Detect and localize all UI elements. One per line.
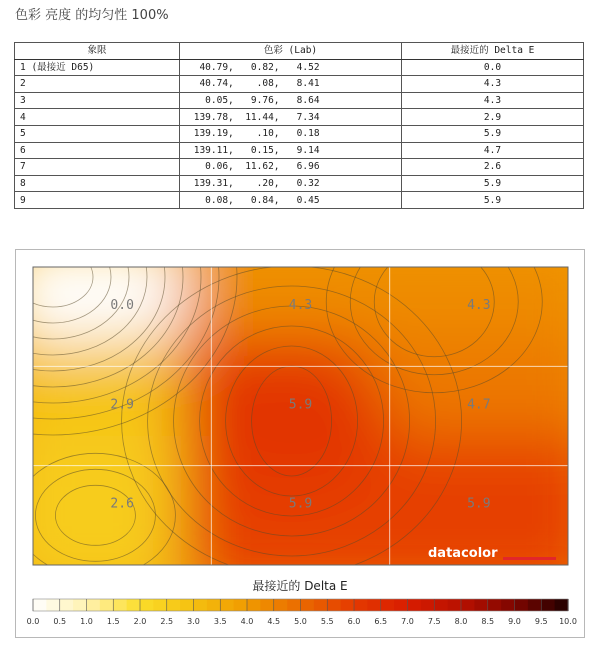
colorbar-segment <box>220 599 234 611</box>
cell-lab: 0.06, 11.62, 6.96 <box>180 159 402 176</box>
colorbar-tick-label: 0.5 <box>53 617 67 626</box>
colorbar-segment <box>448 599 462 611</box>
cell-delta-e: 4.3 <box>402 76 584 93</box>
colorbar-title: 最接近的 Delta E <box>252 579 348 593</box>
colorbar-segment <box>153 599 167 611</box>
heatmap-panel <box>15 249 585 638</box>
colorbar-segment <box>46 599 60 611</box>
colorbar-segment <box>434 599 448 611</box>
quadrant-label: 2.9 <box>110 397 134 413</box>
table-row <box>15 142 584 159</box>
colorbar-tick-label: 3.5 <box>213 617 227 626</box>
colorbar-segment <box>488 599 502 611</box>
cell-lab: 40.74, .08, 8.41 <box>180 76 402 93</box>
cell-lab: 0.05, 9.76, 8.64 <box>180 92 402 109</box>
colorbar-segment <box>461 599 475 611</box>
uniformity-table-wrap <box>14 42 584 209</box>
heat-cell <box>360 436 584 595</box>
colorbar-tick-label: 10.0 <box>559 617 577 626</box>
colorbar-segment <box>394 599 408 611</box>
colorbar-segment <box>234 599 248 611</box>
cell-lab: 139.78, 11.44, 7.34 <box>180 109 402 126</box>
colorbar-tick-label: 7.0 <box>401 617 414 626</box>
cell-quadrant: 9 <box>15 192 180 209</box>
page-title: 色彩 亮度 的均匀性 100% <box>15 8 169 23</box>
colorbar-segment <box>354 599 368 611</box>
colorbar-segment <box>127 599 141 611</box>
colorbar-tick-label: 7.5 <box>427 617 441 626</box>
colorbar-segment <box>194 599 208 611</box>
cell-delta-e: 4.3 <box>402 92 584 109</box>
cell-delta-e: 5.9 <box>402 192 584 209</box>
colorbar-segment <box>327 599 341 611</box>
colorbar-tick-label: 6.0 <box>347 617 361 626</box>
cell-delta-e: 4.7 <box>402 142 584 159</box>
cell-delta-e: 5.9 <box>402 175 584 192</box>
colorbar-tick-label: 4.5 <box>267 617 281 626</box>
colorbar-tick-label: 6.5 <box>374 617 388 626</box>
colorbar <box>27 599 577 626</box>
cell-lab: 40.79, 0.82, 4.52 <box>180 59 402 76</box>
colorbar-segment <box>167 599 181 611</box>
table-row <box>15 159 584 176</box>
colorbar-segment <box>515 599 529 611</box>
cell-quadrant: 6 <box>15 142 180 159</box>
colorbar-tick-label: 1.0 <box>80 617 93 626</box>
colorbar-segment <box>287 599 301 611</box>
quadrant-label: 4.7 <box>467 397 491 413</box>
cell-delta-e: 5.9 <box>402 125 584 142</box>
cell-delta-e: 2.9 <box>402 109 584 126</box>
header-delta-e: 最接近的 Delta E <box>402 43 584 60</box>
table-row <box>15 175 584 192</box>
quadrant-label: 5.9 <box>288 496 313 512</box>
table-row <box>15 125 584 142</box>
table-row <box>15 76 584 93</box>
uniformity-table <box>14 42 584 209</box>
quadrant-label: 5.9 <box>288 397 313 413</box>
colorbar-segment <box>113 599 127 611</box>
colorbar-segment <box>260 599 274 611</box>
colorbar-tick-label: 0.0 <box>26 617 40 626</box>
cell-delta-e: 2.6 <box>402 159 584 176</box>
logo-text: datacolor <box>428 546 498 561</box>
colorbar-segment <box>180 599 194 611</box>
colorbar-tick-label: 2.5 <box>160 617 174 626</box>
colorbar-segment <box>140 599 154 611</box>
colorbar-segment <box>541 599 555 611</box>
colorbar-tick-label: 2.0 <box>133 617 147 626</box>
table-row <box>15 109 584 126</box>
colorbar-tick-label: 5.0 <box>294 617 307 626</box>
colorbar-segment <box>73 599 87 611</box>
colorbar-segment <box>367 599 381 611</box>
colorbar-segment <box>301 599 315 611</box>
colorbar-segment <box>555 599 569 611</box>
table-row <box>15 92 584 109</box>
header-lab: 色彩 (Lab) <box>180 43 402 60</box>
table-row <box>15 59 584 76</box>
colorbar-segment <box>207 599 221 611</box>
colorbar-tick-label: 9.5 <box>534 617 548 626</box>
colorbar-tick-label: 8.5 <box>481 617 495 626</box>
colorbar-tick-label: 4.0 <box>240 617 254 626</box>
cell-quadrant: 4 <box>15 109 180 126</box>
table-header-row <box>15 43 584 60</box>
quadrant-label: 0.0 <box>110 298 134 313</box>
quadrant-label: 2.6 <box>110 496 134 512</box>
colorbar-segment <box>341 599 355 611</box>
cell-quadrant: 1 (最接近 D65) <box>15 59 180 76</box>
colorbar-segment <box>33 599 47 611</box>
cell-quadrant: 5 <box>15 125 180 142</box>
colorbar-segment <box>501 599 515 611</box>
cell-lab: 0.08, 0.84, 0.45 <box>180 192 402 209</box>
colorbar-segment <box>60 599 74 611</box>
cell-delta-e: 0.0 <box>402 59 584 76</box>
colorbar-segment <box>528 599 542 611</box>
colorbar-segment <box>100 599 114 611</box>
colorbar-tick-label: 8.0 <box>454 617 468 626</box>
cell-lab: 139.31, .20, 0.32 <box>180 175 402 192</box>
colorbar-segment <box>421 599 435 611</box>
quadrant-label: 4.3 <box>288 298 313 313</box>
colorbar-tick-label: 9.0 <box>508 617 521 626</box>
heat-hotspot <box>194 351 390 490</box>
table-row <box>15 192 584 209</box>
colorbar-segment <box>474 599 488 611</box>
colorbar-segment <box>408 599 422 611</box>
cell-quadrant: 8 <box>15 175 180 192</box>
header-quadrant: 象限 <box>15 43 180 60</box>
cell-quadrant: 2 <box>15 76 180 93</box>
cell-quadrant: 7 <box>15 159 180 176</box>
colorbar-segment <box>274 599 288 611</box>
cell-quadrant: 3 <box>15 92 180 109</box>
cell-lab: 139.19, .10, 0.18 <box>180 125 402 142</box>
logo-underline <box>503 557 556 560</box>
colorbar-segment <box>247 599 261 611</box>
cell-lab: 139.11, 0.15, 9.14 <box>180 142 402 159</box>
colorbar-tick-label: 5.5 <box>320 617 334 626</box>
heatmap-svg <box>16 250 584 637</box>
quadrant-label: 5.9 <box>467 496 491 512</box>
colorbar-segment <box>87 599 101 611</box>
colorbar-segment <box>381 599 395 611</box>
colorbar-tick-label: 3.0 <box>187 617 200 626</box>
quadrant-label: 4.3 <box>467 298 491 313</box>
colorbar-segment <box>314 599 328 611</box>
colorbar-tick-label: 1.5 <box>106 617 120 626</box>
